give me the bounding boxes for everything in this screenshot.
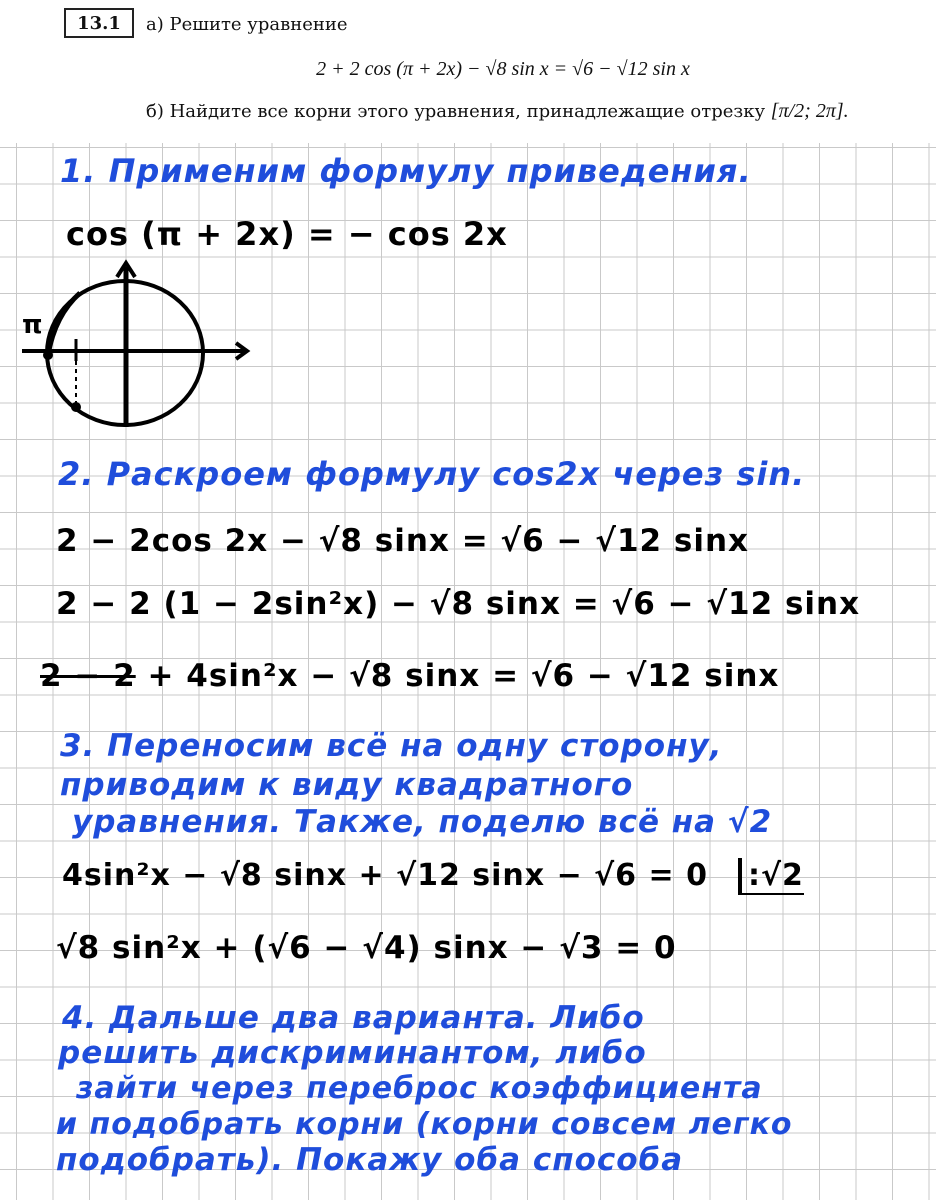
step4-line3: зайти через переброс коэффициента	[76, 1071, 763, 1106]
step4-line4: и подобрать корни (корни совсем легко	[56, 1107, 793, 1142]
task-number: 13.1	[77, 12, 121, 34]
part-b-line	[146, 100, 849, 123]
part-b-text: б) Найдите все корни этого уравнения, принадлежащие отрезку	[146, 101, 766, 122]
interval: [π/2; 2π].	[770, 100, 849, 122]
step4-line5: подобрать). Покажу оба способа	[56, 1142, 684, 1178]
circle-label-pi: π	[22, 310, 43, 340]
unit-circle-sketch	[0, 255, 270, 435]
step1-formula: cos (π + 2x) = − cos 2x	[66, 215, 508, 253]
step3-line1-expr: 4sin²x − √8 sinx + √12 sinx − √6 = 0	[62, 858, 708, 893]
part-a-text: а) Решите уравнение	[146, 14, 348, 35]
problem-header	[0, 0, 936, 143]
step3-title-line3: уравнения. Также, поделю всё на √2	[72, 804, 773, 840]
point-lower	[71, 402, 81, 412]
step1-title: 1. Применим формулу приведения.	[60, 152, 752, 190]
step3-title-line2: приводим к виду квадратного	[60, 767, 634, 803]
step2-line3-rest: + 4sin²x − √8 sinx = √6 − √12 sinx	[135, 658, 780, 694]
step4-line1: 4. Дальше два варианта. Либо	[62, 1000, 645, 1036]
step2-line2: 2 − 2 (1 − 2sin²x) − √8 sinx = √6 − √12 sinx	[56, 586, 861, 622]
cancelled-terms: 2 − 2	[40, 658, 136, 694]
divide-by-sqrt2: :√2	[738, 858, 804, 895]
step3-line1	[62, 858, 804, 895]
step2-title: 2. Раскроем формулу cos2x через sin.	[58, 455, 806, 493]
step3-line2: √8 sin²x + (√6 − √4) sinx − √3 = 0	[56, 930, 677, 966]
step2-line3	[40, 658, 779, 694]
step3-title-line1: 3. Переносим всё на одну сторону,	[60, 728, 723, 764]
step2-line1: 2 − 2cos 2x − √8 sinx = √6 − √12 sinx	[56, 523, 750, 559]
main-equation: 2 + 2 cos (π + 2x) − √8 sin x = √6 − √12 sin x	[316, 58, 690, 80]
task-number-box	[64, 8, 134, 38]
step4-line2: решить дискриминантом, либо	[58, 1035, 647, 1071]
